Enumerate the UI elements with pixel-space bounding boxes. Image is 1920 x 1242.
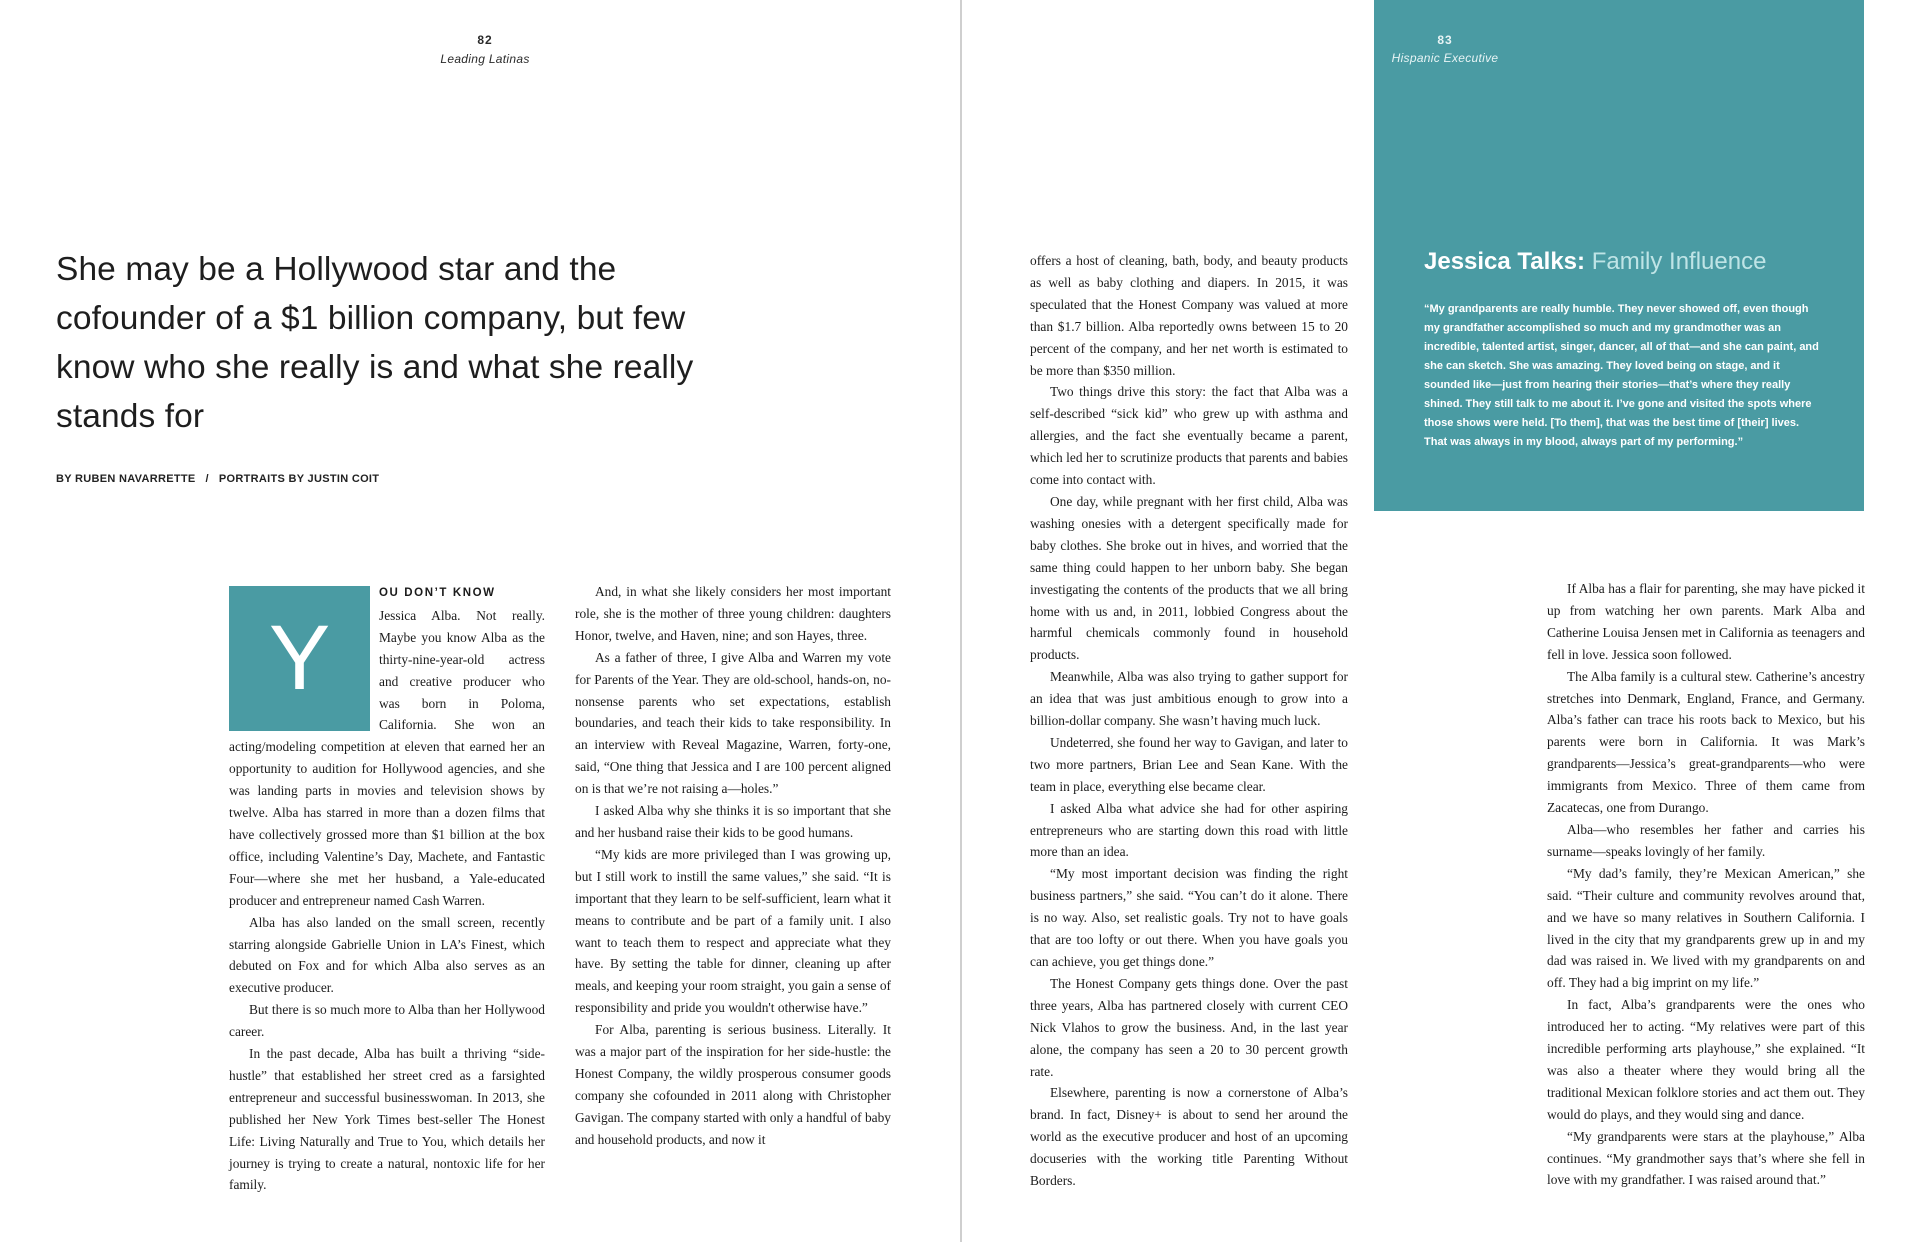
article-column-3 <box>1030 250 1348 1192</box>
paragraph: I asked Alba what advice she had for other aspiring entrepreneurs who are starting down this road with little more than an idea. <box>1030 800 1348 860</box>
paragraph: And, in what she likely considers her most important role, she is the mother of three young children: daughters Honor, twelve, and Haven, nine; and son Hayes, three. <box>575 584 891 643</box>
right-folio <box>1375 33 1515 65</box>
paragraph: offers a host of cleaning, bath, body, and beauty products as well as baby clothing and diapers. In 2015, it was speculated that the Honest Company was valued at more than $1.7 billion. Alba reportedly owns between 15 to 20 percent of the company, and her net worth is estimated to be more than $350 million. <box>1030 253 1348 378</box>
lead-in: OU DON’T KNOW <box>379 587 496 599</box>
paragraph: In the past decade, Alba has built a thriving “side-hustle” that established her street cred as a farsighted entrepreneur and successful businesswoman. In 2013, she published her New York Times best-seller The Honest Life: Living Naturally and True to You, which details her journey is trying to create a natural, nontoxic life for her family. <box>229 1046 545 1193</box>
page-number-83: 83 <box>1437 33 1453 47</box>
sidebar-box <box>1374 0 1864 511</box>
paragraph: Alba has also landed on the small screen, recently starring alongside Gabrielle Union in LA’s Finest, which debuted on Fox and for which Alba also serves as an executive producer. <box>229 914 545 996</box>
byline-portraits: PORTRAITS BY JUSTIN COIT <box>218 473 380 485</box>
paragraph: Alba—who resembles her father and carries his surname—speaks lovingly of her family. <box>1547 821 1865 859</box>
paragraph: In fact, Alba’s grandparents were the ones who introduced her to acting. “My relatives were part of this incredible performing arts playhouse,” she explained. “It was also a theater where they would bring all the traditional Mexican folklore stories and act them out. They would do plays, and they would sing and dance. <box>1547 997 1865 1122</box>
byline <box>56 473 379 485</box>
page-number-82: 82 <box>477 33 493 47</box>
sidebar-title-main: Jessica Talks: <box>1424 248 1586 275</box>
paragraph: “My kids are more privileged than I was growing up, but I still work to instill the same values,” she said. “It is important that they learn to be self-sufficient, learn what it means to contribute and be part of a family unit. I also want to teach them to respect and appreciate what they have. By setting the table for dinner, cleaning up after meals, and keeping your room straight, you gain a sense of responsibility and pride you wouldn't otherwise have.” <box>575 846 891 1016</box>
article-column-2 <box>575 581 891 1151</box>
paragraph: For Alba, parenting is serious business. Literally. It was a major part of the inspiration for her side-hustle: the Honest Company, the wildly prosperous consumer goods company she cofounded in 2011 along with Christopher Gavigan. The company started with only a handful of baby and household products, and now it <box>575 1022 891 1147</box>
section-title-left: Leading Latinas <box>440 52 530 66</box>
paragraph: If Alba has a flair for parenting, she may have picked it up from watching her own parents. Mark Alba and Catherine Louisa Jensen met in California as teenagers and fell in love. Jessica soon followed. <box>1547 581 1865 662</box>
paragraph: The Alba family is a cultural stew. Catherine’s ancestry stretches into Denmark, England, France, and Germany. Alba’s father can trace his roots back to Mexico, but his parents were born in California. It was Mark’s grandparents—Jessica’s great-grandparents—who were immigrants from Mexico. Three of them came from Zacatecas, one from Durango. <box>1547 668 1865 816</box>
paragraph-text: Jessica Alba. Not really. Maybe you know Alba as the thirty-nine-year-old actress and creative producer who was born in Poloma, California. She won an acting/modeling competition at eleven that earned her an opportunity to audition for Hollywood agencies, and she was landing parts in movies and television shows by twelve. Alba has starred in more than a dozen films that have collectively grossed more than $1 billion at the box office, including Valentine’s Day, Machete, and Fantastic Four—where she met her husband, a Yale-educated producer and entrepreneur named Cash Warren. <box>229 607 545 908</box>
paragraph: “My grandparents were stars at the playhouse,” Alba continues. “My grandmother says that’s where she fell in love with my grandfather. I was raised around that.” <box>1547 1128 1865 1188</box>
paragraph: But there is so much more to Alba than her Hollywood career. <box>229 1002 545 1040</box>
paragraph: The Honest Company gets things done. Over the past three years, Alba has partnered closely with current CEO Nick Vlahos to grow the business. And, in the last year alone, the company has seen a 20 to 30 percent growth rate. <box>1030 975 1348 1079</box>
paragraph: Elsewhere, parenting is now a cornerstone of Alba’s brand. In fact, Disney+ is about to send her around the world as the executive producer and host of an upcoming docuseries with the working title Parenting Without Borders. <box>1030 1085 1348 1189</box>
article-headline: She may be a Hollywood star and the cofounder of a $1 billion company, but few know who she really is and what she really stands for <box>56 251 694 435</box>
drop-cap: Y <box>229 586 370 731</box>
paragraph: Meanwhile, Alba was also trying to gather support for an idea that was just ambitious enough to grow into a billion-dollar company. She wasn’t having much luck. <box>1030 669 1348 729</box>
sidebar-quote: “My grandparents are really humble. They never showed off, even though my grandfather accomplished so much and my grandmother was an incredible, talented artist, singer, dancer, all of that—and she can paint, and she can sketch. She was amazing. They loved being on stage, and it sounded like—just from hearing their stories—that’s where they really shined. They still talk to me about it. I’ve gone and visited the spots where those shows were held. [To them], that was the best time of [their] lives. That was always in my blood, always part of my performing.” <box>1424 303 1819 448</box>
paragraph: I asked Alba why she thinks it is so important that she and her husband raise their kids to be good humans. <box>575 803 891 840</box>
paragraph: “My dad’s family, they’re Mexican American,” she said. “Their culture and community revolves around that, and we have so many relatives in Southern California. I lived in the city that my grandparents grew up in and my dad was raised in. We lived with my grandparents on and off. They had a big imprint on my life.” <box>1547 865 1865 991</box>
paragraph: As a father of three, I give Alba and Warren my vote for Parents of the Year. They are old-school, hands-on, no-nonsense parents who set expectations, establish boundaries, and teach their kids to take responsibility. In an interview with Reveal Magazine, Warren, forty-one, said, “One thing that Jessica and I are 100 percent aligned on is that we’re not raising a—holes.” <box>575 649 891 797</box>
article-column-1 <box>229 581 545 1196</box>
left-folio <box>415 33 555 66</box>
section-title-right: Hispanic Executive <box>1391 51 1499 65</box>
paragraph: Undeterred, she found her way to Gavigan, and later to two more partners, Brian Lee and Sean Kane. With the team in place, everything else became clear. <box>1030 734 1348 794</box>
paragraph: “My most important decision was finding the right business partners,” she said. “You can’t do it alone. There is no way. Also, set realistic goals. Try not to have goals that are too lofty or out there. When you have goals you can achieve, you get things done.” <box>1030 866 1348 969</box>
paragraph: Two things drive this story: the fact that Alba was a self-described “sick kid” who grew up with asthma and allergies, and the fact she eventually became a parent, which led her to scrutinize products that parents and babies come into contact with. <box>1030 384 1348 488</box>
sidebar-title <box>1424 248 1766 276</box>
sidebar-title-highlight: Family Influence <box>1591 248 1767 275</box>
byline-author: BY RUBEN NAVARRETTE <box>56 473 196 485</box>
paragraph: One day, while pregnant with her first child, Alba was washing onesies with a detergent specifically made for baby clothes. She broke out in hives, and worried that the same thing could happen to her unborn baby. She began investigating the contents of the products that we all bring home with us and, in 2011, lobbied Congress about the harmful chemicals commonly found in household products. <box>1030 493 1348 663</box>
article-column-4 <box>1547 578 1865 1191</box>
byline-separator: / <box>205 473 209 485</box>
